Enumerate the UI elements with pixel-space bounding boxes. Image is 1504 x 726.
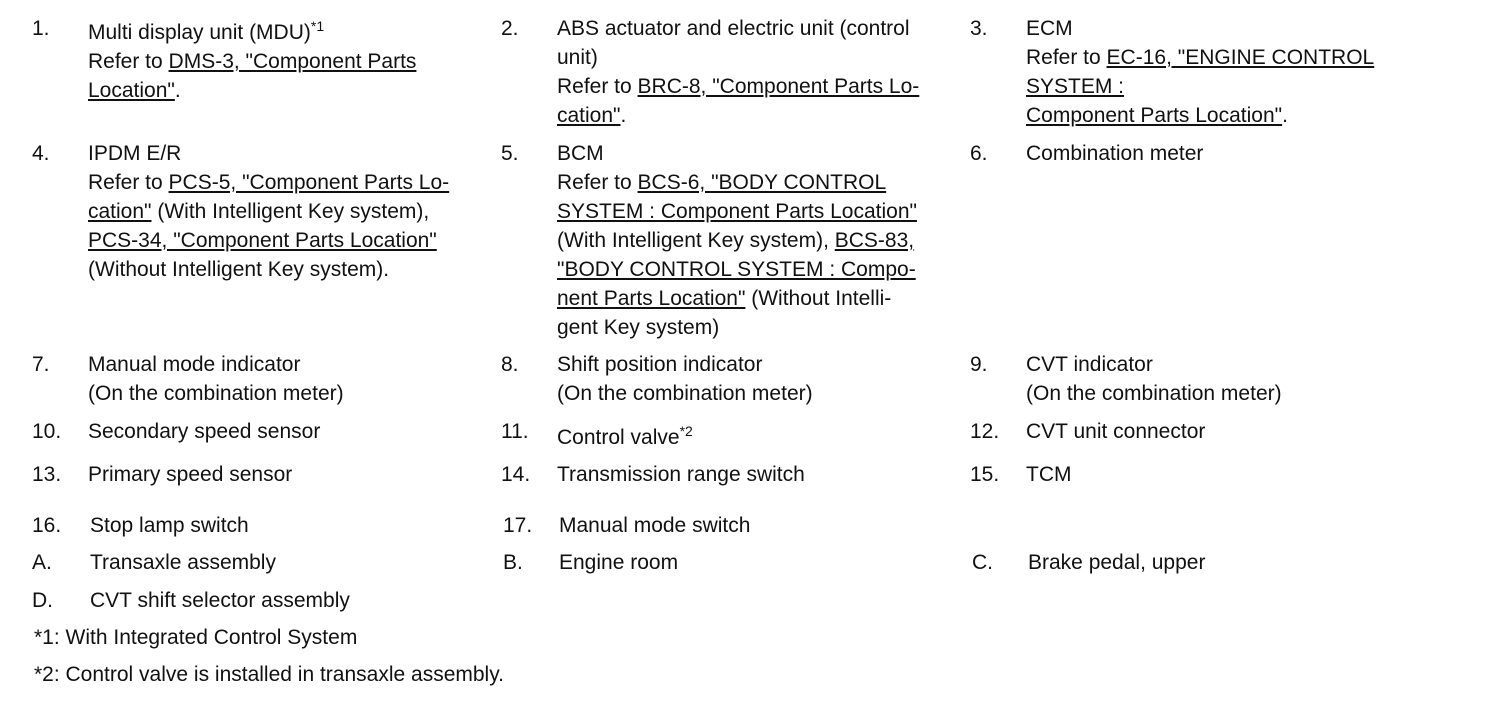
item-title: BCM: [557, 142, 604, 165]
item-letter: C.: [972, 551, 993, 574]
refer-text: Refer to: [557, 75, 638, 98]
item-subtitle: (On the combination meter): [1026, 382, 1282, 405]
refer-text: Refer to: [1026, 46, 1107, 69]
ref-link-bcs-83-cont2[interactable]: nent Parts Location": [557, 287, 746, 310]
item-body: [1026, 350, 1282, 408]
footnote-marker: *1: [310, 18, 325, 34]
item-number: 10.: [32, 420, 62, 443]
condition-text: (With Intelligent Key system),: [557, 229, 835, 252]
ref-link-ec-16[interactable]: EC-16, "ENGINE CONTROL: [1106, 46, 1375, 69]
item-number: 5.: [501, 142, 519, 165]
punct: .: [620, 104, 627, 127]
item-title: Shift position indicator: [557, 353, 763, 376]
item-title: Primary speed sensor: [88, 463, 293, 486]
item-title: TCM: [1026, 463, 1072, 486]
item-number: 15.: [970, 463, 1000, 486]
condition-text: (Without Intelligent Key system).: [88, 258, 390, 281]
footnote-marker: *2: [679, 423, 693, 439]
item-number: 2.: [501, 17, 519, 40]
item-body: [1026, 14, 1374, 130]
item-number: 1.: [32, 17, 50, 40]
item-title: Brake pedal, upper: [1028, 551, 1206, 574]
item-number: 17.: [503, 514, 533, 537]
item-number: 11.: [501, 420, 529, 443]
item-number: 12.: [970, 420, 1000, 443]
item-subtitle: (On the combination meter): [88, 382, 344, 405]
item-body: [557, 139, 917, 342]
footnote-1: *1: With Integrated Control System: [34, 626, 358, 649]
item-body: [88, 350, 344, 408]
ref-link-bcs-83-cont[interactable]: "BODY CONTROL SYSTEM : Compo-: [557, 258, 916, 281]
item-title: Stop lamp switch: [90, 514, 249, 537]
refer-text: Refer to: [88, 171, 169, 194]
ref-link-ec-16-cont[interactable]: SYSTEM :: [1026, 75, 1125, 98]
refer-text: Refer to: [88, 50, 169, 73]
ref-link-pcs-5-cont[interactable]: cation": [88, 200, 152, 223]
ref-link-bcs-6-cont[interactable]: SYSTEM : Component Parts Location": [557, 200, 917, 223]
footnote-2: *2: Control valve is installed in transaxle assembly.: [34, 663, 504, 686]
item-title: Secondary speed sensor: [88, 420, 321, 443]
item-title: Manual mode indicator: [88, 353, 301, 376]
item-title: Combination meter: [1026, 142, 1204, 165]
item-body: [557, 350, 813, 408]
item-number: 7.: [32, 353, 50, 376]
ref-link-bcs-6[interactable]: BCS-6, "BODY CONTROL: [637, 171, 887, 194]
item-title: Engine room: [559, 551, 679, 574]
item-letter: D.: [32, 589, 53, 612]
item-body: [88, 14, 416, 105]
item-title: CVT unit connector: [1026, 420, 1206, 443]
ref-link-brc-8[interactable]: BRC-8, "Component Parts Lo-: [637, 75, 920, 98]
item-number: 3.: [970, 17, 988, 40]
item-number: 8.: [501, 353, 519, 376]
item-body: [557, 423, 693, 452]
item-number: 6.: [970, 142, 988, 165]
ref-link-brc-8-cont[interactable]: cation": [557, 104, 621, 127]
condition-text: gent Key system): [557, 316, 720, 339]
item-letter: A.: [32, 551, 52, 574]
item-number: 14.: [501, 463, 531, 486]
item-title: IPDM E/R: [88, 142, 182, 165]
item-body: [557, 14, 919, 130]
condition-text: (Without Intelli-: [745, 287, 892, 310]
item-title: Transaxle assembly: [90, 551, 276, 574]
item-subtitle: (On the combination meter): [557, 382, 813, 405]
punct: .: [174, 79, 181, 102]
condition-text: (With Intelligent Key system),: [151, 200, 430, 223]
ref-link-pcs-34[interactable]: PCS-34, "Component Parts Location": [88, 229, 437, 252]
item-title-cont: unit): [557, 46, 598, 69]
ref-link-dms-3[interactable]: DMS-3, "Component Parts: [168, 50, 417, 73]
refer-text: Refer to: [557, 171, 638, 194]
punct: .: [1282, 104, 1288, 127]
item-title: CVT shift selector assembly: [90, 589, 350, 612]
item-body: [1026, 139, 1203, 168]
ref-link-dms-3-cont[interactable]: Location": [88, 79, 175, 102]
item-title: ECM: [1026, 17, 1073, 40]
item-number: 13.: [32, 463, 62, 486]
item-title: Transmission range switch: [557, 463, 805, 486]
item-title: Control valve: [557, 426, 680, 449]
item-title: CVT indicator: [1026, 353, 1153, 376]
item-body: [88, 139, 449, 284]
item-title: Multi display unit (MDU): [88, 21, 311, 44]
ref-link-bcs-83[interactable]: BCS-83,: [834, 229, 915, 252]
item-letter: B.: [503, 551, 523, 574]
ref-link-ec-16-cont2[interactable]: Component Parts Location": [1026, 104, 1283, 127]
item-number: 4.: [32, 142, 50, 165]
ref-link-pcs-5[interactable]: PCS-5, "Component Parts Lo-: [168, 171, 450, 194]
item-title: Manual mode switch: [559, 514, 751, 537]
item-title: ABS actuator and electric unit (control: [557, 17, 910, 40]
item-number: 16.: [32, 514, 62, 537]
item-number: 9.: [970, 353, 988, 376]
